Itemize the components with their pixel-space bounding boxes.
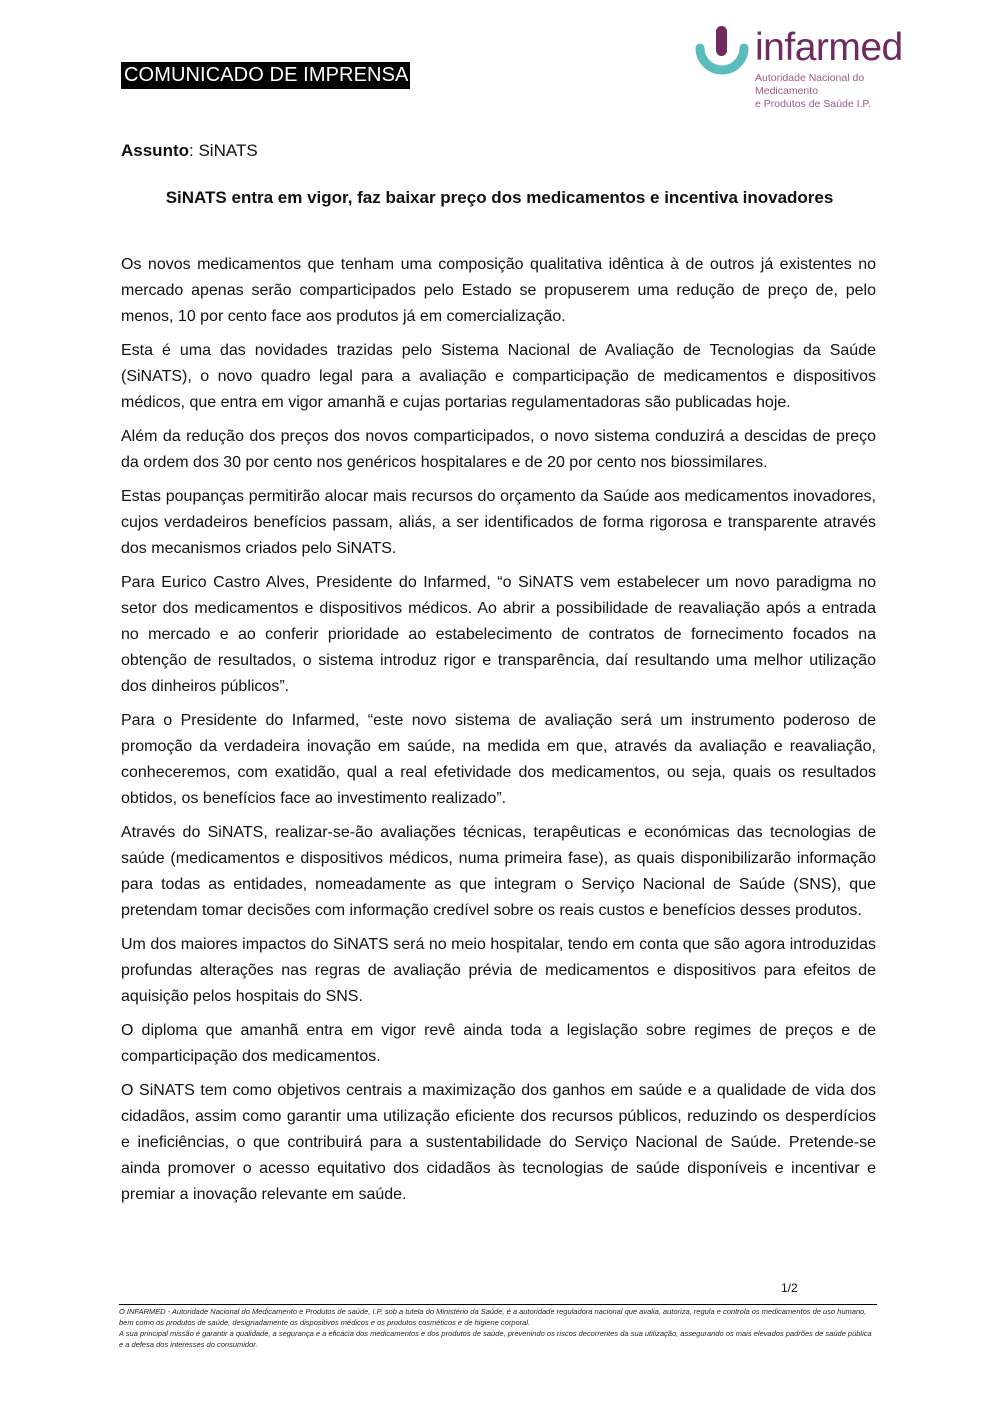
press-release-badge: COMUNICADO DE IMPRENSA: [121, 62, 410, 89]
logo-subtitle-line2: e Produtos de Saúde I.P.: [755, 98, 871, 110]
subject-line: [121, 141, 258, 161]
page-number: 1/2: [781, 1281, 798, 1295]
footer-line: A sua principal missão é garantir a qualidade, a segurança e a eficácia dos medicamentos e dos produtos de saúde, prevenindo os riscos decorrentes da sua utilização, assegurando os mais elevados padrões de saúde pública e a defesa dos interesses do consumidor.: [119, 1329, 872, 1349]
subject-label: Assunto: [121, 141, 189, 160]
paragraph: Esta é uma das novidades trazidas pelo Sistema Nacional de Avaliação de Tecnologias da Saúde (SiNATS), o novo quadro legal para a avaliação e comparticipação de medicamentos e dispositivos médicos, que entra em vigor amanhã e cujas portarias regulamentadoras são publicadas hoje.: [121, 342, 876, 411]
footer-disclaimer: [119, 1306, 877, 1350]
paragraph: Estas poupanças permitirão alocar mais recursos do orçamento da Saúde aos medicamentos inovadores, cujos verdadeiros benefícios passam, aliás, a ser identificados de forma rigorosa e transparente através dos mecanismos criados pelo SiNATS.: [121, 488, 876, 557]
infarmed-logo: [694, 24, 924, 110]
infarmed-logo-icon: [694, 26, 750, 86]
article-body: [121, 252, 876, 1216]
logo-wordmark: infarmed: [755, 26, 903, 69]
paragraph: O SiNATS tem como objetivos centrais a maximização dos ganhos em saúde e a qualidade de vida dos cidadãos, assim como garantir uma utilização eficiente dos recursos públicos, reduzindo os desperdícios e ineficiências, o que contribuirá para a sustentabilidade do Serviço Nacional de Saúde. Pretende-se ainda promover o acesso equitativo dos cidadãos às tecnologias de saúde disponíveis e incentivar e premiar a inovação relevante em saúde.: [121, 1082, 876, 1203]
paragraph: Para o Presidente do Infarmed, “este novo sistema de avaliação será um instrumento poderoso de promoção da verdadeira inovação em saúde, na medida em que, através da avaliação e reavaliação, conheceremos, com exatidão, qual a real efetividade dos medicamentos, ou seja, quais os resultados obtidos, os benefícios face ao investimento realizado”.: [121, 712, 876, 807]
logo-subtitle: [755, 72, 924, 111]
paragraph: Um dos maiores impactos do SiNATS será no meio hospitalar, tendo em conta que são agora introduzidas profundas alterações nas regras de avaliação prévia de medicamentos e dispositivos para efeitos de aquisição pelos hospitais do SNS.: [121, 936, 876, 1005]
paragraph: Além da redução dos preços dos novos comparticipados, o novo sistema conduzirá a descidas de preço da ordem dos 30 por cento nos genéricos hospitalares e de 20 por cento nos biossimilares.: [121, 428, 876, 471]
paragraph: Através do SiNATS, realizar-se-ão avaliações técnicas, terapêuticas e económicas das tecnologias de saúde (medicamentos e dispositivos médicos, numa primeira fase), as quais disponibilizarão informação para todas as entidades, nomeadamente as que integram o Serviço Nacional de Saúde (SNS), que pretendam tomar decisões com informação credível sobre os reais custos e benefícios desses produtos.: [121, 824, 876, 919]
logo-subtitle-line1: Autoridade Nacional do Medicamento: [755, 72, 865, 97]
headline: SiNATS entra em vigor, faz baixar preço dos medicamentos e incentiva inovadores: [165, 188, 834, 207]
subject-separator: :: [189, 141, 194, 160]
subject-value: SiNATS: [198, 141, 258, 160]
paragraph: Para Eurico Castro Alves, Presidente do Infarmed, “o SiNATS vem estabelecer um novo paradigma no setor dos medicamentos e dispositivos médicos. Ao abrir a possibilidade de reavaliação após a entrada no mercado e ao conferir prioridade ao estabelecimento de contratos de fornecimento focados na obtenção de resultados, o sistema introduz rigor e transparência, daí resultando uma melhor utilização dos dinheiros públicos”.: [121, 574, 876, 695]
footer-divider: [119, 1304, 877, 1305]
paragraph: Os novos medicamentos que tenham uma composição qualitativa idêntica à de outros já existentes no mercado apenas serão comparticipados pelo Estado se propuserem uma redução de preço de, pelo menos, 10 por cento face aos produtos já em comercialização.: [121, 256, 876, 325]
footer-line: O INFARMED - Autoridade Nacional do Medicamento e Produtos de saúde, I.P. sob a tutela do Ministério da Saúde, é a autoridade reguladora nacional que avalia, autoriza, regula e controla os medicamentos de uso humano, bem como os produtos de saúde, designadamente os dispositivos médicos e os produtos cosméticos e de higiene corporal.: [119, 1307, 867, 1327]
paragraph: O diploma que amanhã entra em vigor revê ainda toda a legislação sobre regimes de preços e de comparticipação dos medicamentos.: [121, 1022, 876, 1065]
